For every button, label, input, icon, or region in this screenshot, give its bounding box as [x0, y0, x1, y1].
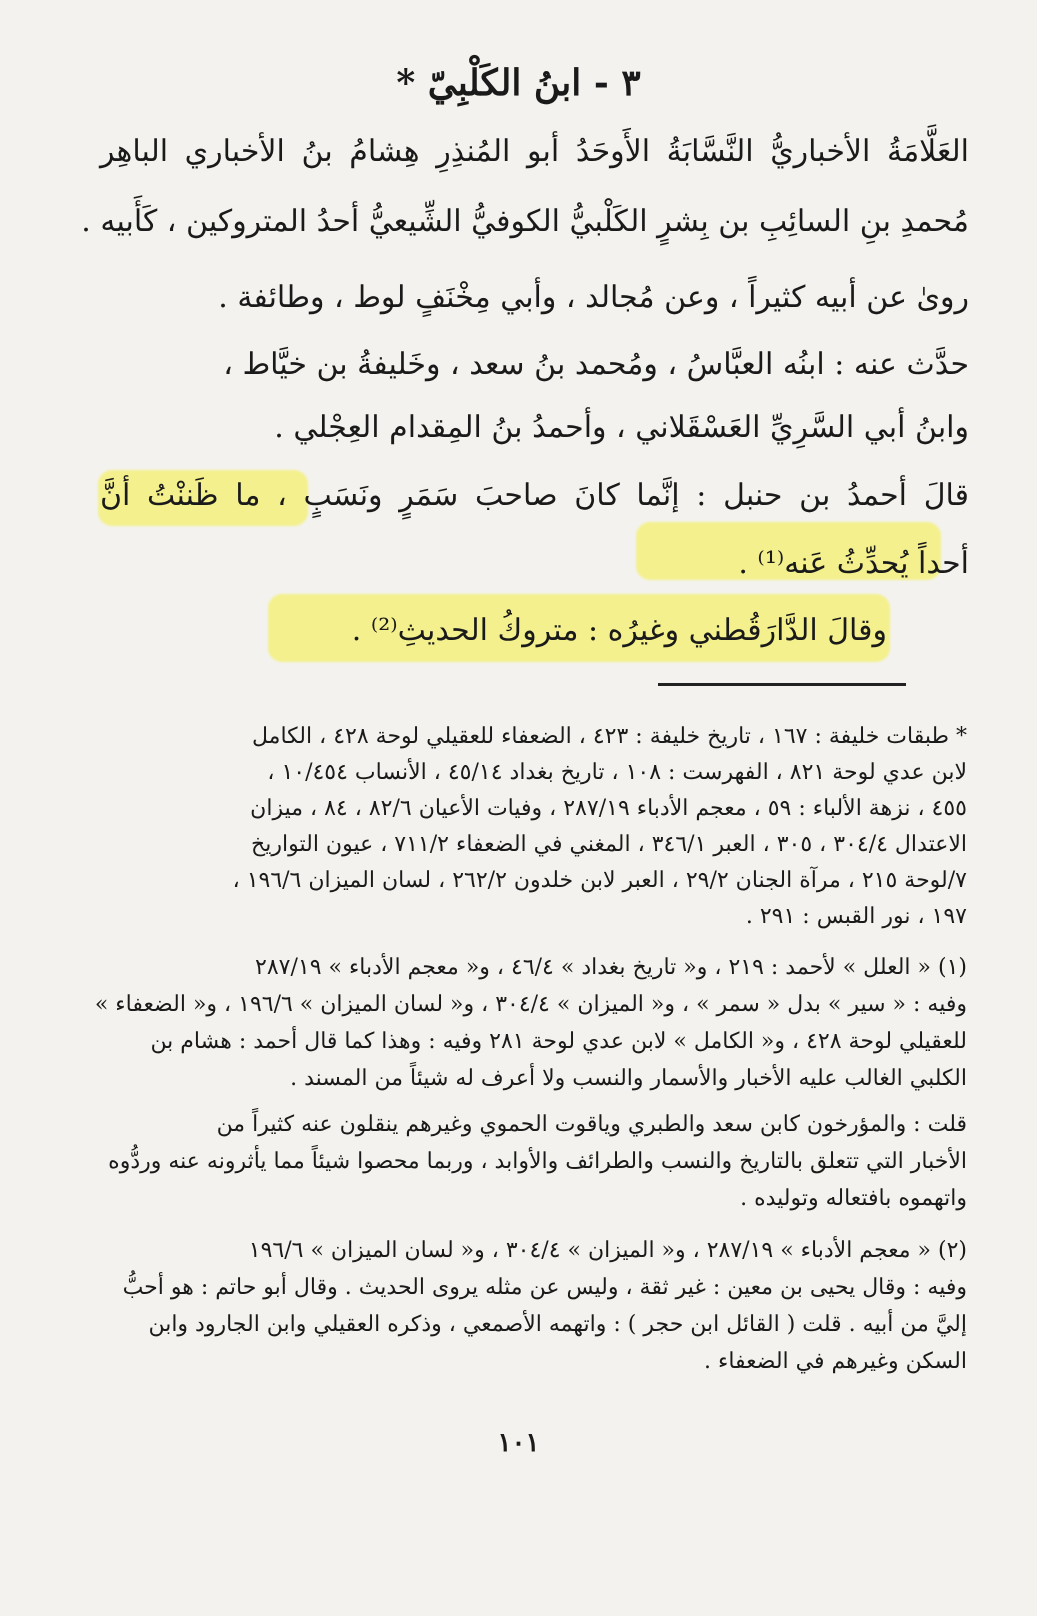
body-line-highlighted: قالَ أحمدُ بن حنبل : إنَّما كانَ صاحبَ سَمَرٍ ونَسَبٍ ، ما ظَننْتُ أنَّ	[100, 478, 969, 513]
footnote-line: ١٩٧ ، نور القبس : ٢٩١ .	[745, 904, 967, 929]
body-line-highlighted: أحداً يُحدِّثُ عَنه⁽¹⁾ .	[738, 546, 969, 581]
footnote-line: السكن وغيرهم في الضعفاء .	[704, 1349, 967, 1374]
footnote-line: (٢) « معجم الأدباء » ٢٨٧/١٩ ، و« الميزان » ٣٠٤/٤ ، و« لسان الميزان » ١٩٦/٦	[248, 1238, 967, 1263]
footnote-line: وفيه : وقال يحيى بن معين : غير ثقة ، وليس عن مثله يروى الحديث . وقال أبو حاتم : هو أحبُّ	[122, 1275, 967, 1300]
footnote-line: * طبقات خليفة : ١٦٧ ، تاريخ خليفة : ٤٢٣ ، الضعفاء للعقيلي لوحة ٤٢٨ ، الكامل	[252, 724, 967, 749]
body-line: العَلَّامَةُ الأخباريُّ النَّسَّابَةُ الأَوحَدُ أبو المُنذِرِ هِشامُ بنُ الأخباري الباهِر	[100, 134, 969, 169]
body-line: روىٰ عن أبيه كثيراً ، وعن مُجالد ، وأبي مِخْنَفٍ لوط ، وطائفة .	[218, 280, 969, 315]
footnote-line: الكلبي الغالب عليه الأخبار والأسمار والنسب ولا أعرف له شيئاً من المسند .	[290, 1066, 967, 1091]
body-line: مُحمدِ بنِ السائِبِ بن بِشرٍ الكَلْبيُّ الكوفيُّ الشِّيعيُّ أحدُ المتروكين ، كَأَبيه .	[81, 204, 969, 239]
page-title: ٣ - ابنُ الكَلْبِيّ *	[396, 62, 641, 104]
footnote-line: ٤٥٥ ، نزهة الألباء : ٥٩ ، معجم الأدباء ٢٨٧/١٩ ، وفيات الأعيان ٨٢/٦ ، ٨٤ ، ميزان	[250, 796, 967, 821]
footnote-line: وفيه : « سير » بدل « سمر » ، و« الميزان » ٣٠٤/٤ ، و« لسان الميزان » ١٩٦/٦ ، و« الضعفاء »	[94, 992, 967, 1017]
footnote-line: لابن عدي لوحة ٨٢١ ، الفهرست : ١٠٨ ، تاريخ بغداد ٤٥/١٤ ، الأنساب ١٠/٤٥٤ ،	[267, 760, 967, 785]
body-line-highlighted: وقالَ الدَّارَقُطني وغيرُه : متروكُ الحديثِ⁽²⁾ .	[351, 613, 887, 648]
footnote-separator	[658, 683, 906, 686]
page-number: ١٠١	[497, 1428, 540, 1458]
footnote-line: واتهموه بافتعاله وتوليده .	[740, 1186, 967, 1211]
footnote-line: ٧/لوحة ٢١٥ ، مرآة الجنان ٢٩/٢ ، العبر لابن خلدون ٢٦٢/٢ ، لسان الميزان ١٩٦/٦ ،	[232, 868, 967, 893]
footnote-line: قلت : والمؤرخون كابن سعد والطبري وياقوت الحموي وغيرهم ينقلون عنه كثيراً من	[216, 1112, 967, 1137]
body-line: حدَّث عنه : ابنُه العبَّاسُ ، ومُحمد بنُ سعد ، وخَليفةُ بن خيَّاط ،	[223, 347, 969, 382]
footnote-line: (١) « العلل » لأحمد : ٢١٩ ، و« تاريخ بغداد » ٤٦/٤ ، و« معجم الأدباء » ٢٨٧/١٩	[255, 955, 967, 980]
footnote-line: إليَّ من أبيه . قلت ( القائل ابن حجر ) : واتهمه الأصمعي ، وذكره العقيلي وابن الجارود وابن	[148, 1312, 967, 1337]
footnote-line: الأخبار التي تتعلق بالتاريخ والنسب والطرائف والأوابد ، وربما محصوا شيئاً مما يأثرونه عنه وردُّوه	[108, 1149, 967, 1174]
body-line: وابنُ أبي السَّرِيِّ العَسْقَلاني ، وأحمدُ بنُ المِقدام العِجْلي .	[274, 410, 969, 445]
footnote-line: للعقيلي لوحة ٤٢٨ ، و« الكامل » لابن عدي لوحة ٢٨١ وفيه : وهذا كما قال أحمد : هشام بن	[150, 1029, 967, 1054]
footnote-line: الاعتدال ٣٠٤/٤ ، ٣٠٥ ، العبر ٣٤٦/١ ، المغني في الضعفاء ٧١١/٢ ، عيون التواريخ	[251, 832, 967, 857]
